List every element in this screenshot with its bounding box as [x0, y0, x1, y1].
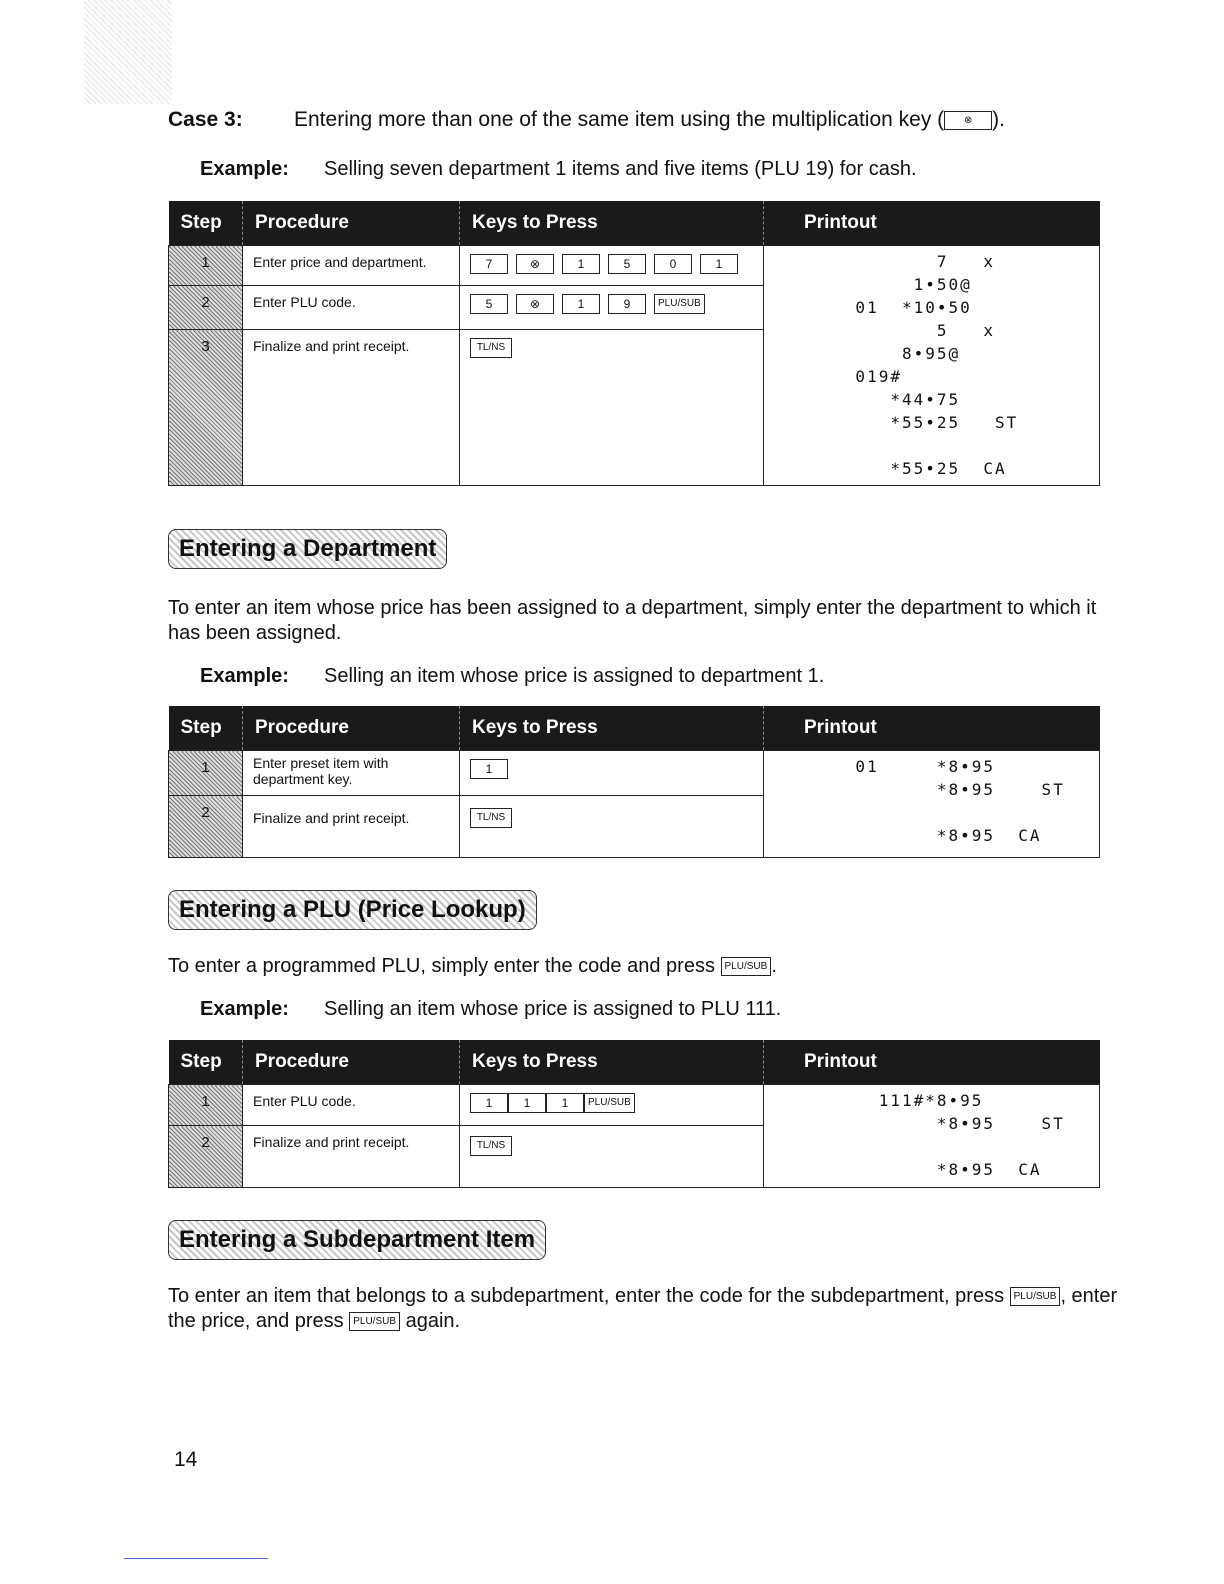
table-row: [169, 246, 1100, 286]
procedure-cell: Finalize and print receipt.: [243, 1126, 460, 1188]
steps-table-3: [168, 1040, 1100, 1188]
example-text: Selling seven department 1 items and five items (PLU 19) for cash.: [324, 158, 917, 180]
steps-table-2: [168, 706, 1100, 858]
step-number: 1: [169, 751, 243, 796]
plu-sub-key-icon: PLU/SUB: [721, 957, 772, 976]
key-icon: 7: [470, 254, 508, 274]
header-keys: Keys to Press: [460, 706, 764, 751]
department-key-icon: 1: [700, 254, 738, 274]
header-step: Step: [169, 706, 243, 751]
keys-cell: [460, 286, 764, 330]
multiplication-key-icon: ⊗: [516, 254, 554, 274]
subdepartment-description: To enter an item that belongs to a subdepartment, enter the code for the subdepartment, press PLU/SUB , enter the price, and press PLU/SUB again.: [168, 1285, 1118, 1332]
header-printout: Printout: [764, 1040, 1100, 1085]
keys-cell: [460, 1126, 764, 1188]
step-number: 1: [169, 246, 243, 286]
procedure-cell: Enter price and department.: [243, 246, 460, 286]
header-keys: Keys to Press: [460, 1040, 764, 1085]
procedure-cell: Enter PLU code.: [243, 286, 460, 330]
table-row: [169, 751, 1100, 796]
table-row: [169, 1085, 1100, 1126]
example-text: Selling an item whose price is assigned to PLU 111.: [324, 998, 782, 1020]
key-icon: 1: [508, 1093, 546, 1113]
multiplication-key-icon: ⊗: [944, 111, 992, 130]
plu-sub-key-icon: PLU/SUB: [349, 1312, 400, 1331]
section-heading-subdepartment: Entering a Subdepartment Item: [168, 1220, 546, 1260]
step-number: 1: [169, 1085, 243, 1126]
header-printout: Printout: [764, 706, 1100, 751]
example-1: [200, 158, 917, 181]
example-label: Example:: [200, 665, 289, 687]
section-heading-plu: Entering a PLU (Price Lookup): [168, 890, 537, 930]
scan-artifact: [84, 0, 172, 104]
plu-sub-key-icon: PLU/SUB: [654, 294, 705, 314]
example-3: [200, 998, 781, 1021]
key-icon: 9: [608, 294, 646, 314]
key-icon: 5: [608, 254, 646, 274]
key-icon: 1: [470, 1093, 508, 1113]
page-number: 14: [174, 1448, 198, 1471]
case3-label: Case 3:: [168, 108, 243, 131]
key-icon: 0: [654, 254, 692, 274]
header-printout: Printout: [764, 201, 1100, 246]
keys-cell: [460, 796, 764, 858]
keys-cell: [460, 246, 764, 286]
steps-table-1: [168, 201, 1100, 486]
procedure-cell: Enter preset item with department key.: [243, 751, 460, 796]
procedure-cell: Finalize and print receipt.: [243, 330, 460, 486]
example-text: Selling an item whose price is assigned to department 1.: [324, 665, 825, 687]
key-icon: 1: [546, 1093, 584, 1113]
case3-text: Entering more than one of the same item using the multiplication key (: [294, 108, 945, 131]
procedure-cell: Enter PLU code.: [243, 1085, 460, 1126]
step-number: 2: [169, 286, 243, 330]
example-2: [200, 665, 824, 688]
procedure-cell: Finalize and print receipt.: [243, 796, 460, 858]
section-heading-department: Entering a Department: [168, 529, 447, 569]
header-step: Step: [169, 1040, 243, 1085]
step-number: 2: [169, 1126, 243, 1188]
case3-line: Case 3: Entering more than one of the same item using the multiplication key ( ⊗ ).: [168, 108, 1005, 131]
key-icon: 1: [562, 254, 600, 274]
header-step: Step: [169, 201, 243, 246]
printout-cell: 111#*8•95 *8•95 ST *8•95 CA: [764, 1085, 1100, 1188]
step-number: 3: [169, 330, 243, 486]
keys-cell: [460, 1085, 764, 1126]
keys-cell: [460, 751, 764, 796]
key-icon: 5: [470, 294, 508, 314]
step-number: 2: [169, 796, 243, 858]
example-label: Example:: [200, 158, 289, 180]
total-key-icon: TL/NS: [470, 808, 512, 828]
printout-cell: 01 *8•95 *8•95 ST *8•95 CA: [764, 751, 1100, 858]
multiplication-key-icon: ⊗: [516, 294, 554, 314]
plu-sub-key-icon: PLU/SUB: [584, 1093, 635, 1113]
key-icon: 1: [562, 294, 600, 314]
plu-sub-key-icon: PLU/SUB: [1010, 1287, 1061, 1306]
total-key-icon: TL/NS: [470, 338, 512, 358]
header-procedure: Procedure: [243, 1040, 460, 1085]
printout-cell: 7 x 1•50@ 01 *10•50 5 x 8•95@ 019# *44•75 *55•25 ST *55•25 CA: [764, 246, 1100, 486]
total-key-icon: TL/NS: [470, 1136, 512, 1156]
plu-description: To enter a programmed PLU, simply enter the code and press PLU/SUB .: [168, 955, 777, 977]
department-description: To enter an item whose price has been assigned to a department, simply enter the department to which it has been assigned.: [168, 597, 1097, 644]
keys-cell: [460, 330, 764, 486]
example-label: Example:: [200, 998, 289, 1020]
bottom-rule: [124, 1558, 268, 1559]
header-procedure: Procedure: [243, 706, 460, 751]
header-keys: Keys to Press: [460, 201, 764, 246]
header-procedure: Procedure: [243, 201, 460, 246]
department-key-icon: 1: [470, 759, 508, 779]
